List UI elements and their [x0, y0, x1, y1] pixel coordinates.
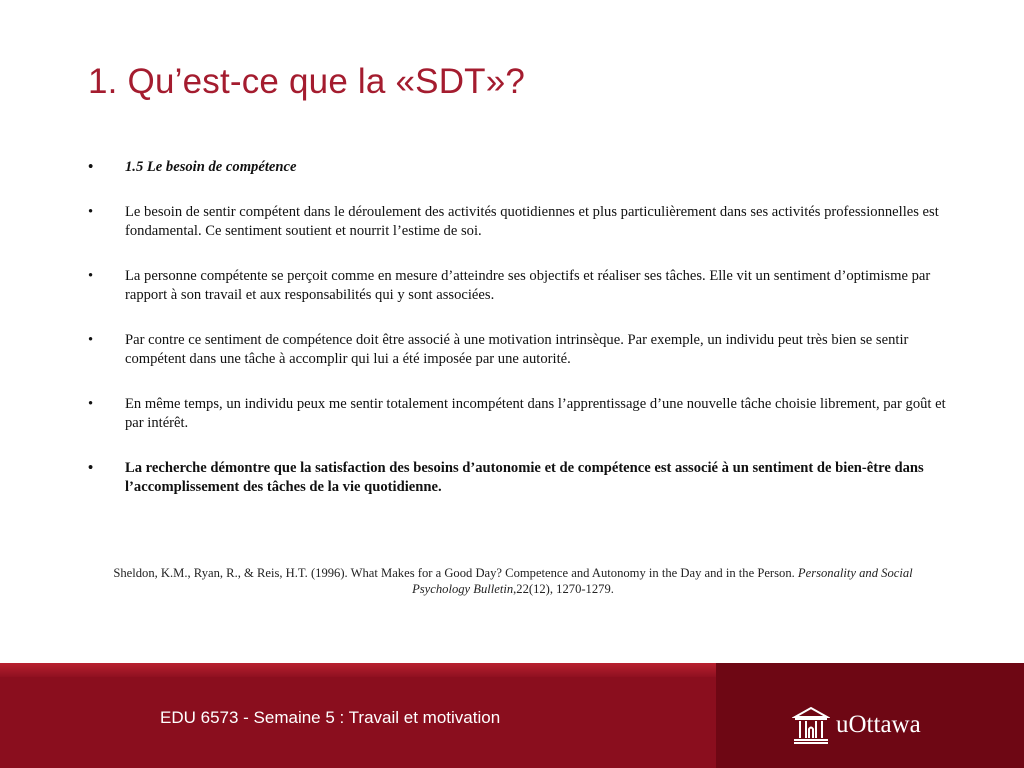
list-item-subheading: • 1.5 Le besoin de compétence [88, 158, 948, 177]
uottawa-logo [792, 703, 921, 747]
reference-authors: Sheldon, K.M., Ryan, R., & Reis, H.T. (1996). What Makes for a Good Day? Competence and Autonomy in the Day and in the Person. [113, 566, 798, 580]
university-building-icon [792, 705, 830, 745]
list-item: • Le besoin de sentir compétent dans le déroulement des activités quotidiennes et plus particulièrement dans ses activités professionnelles est fondamental. Ce sentiment soutient et nourrit l’estime de soi. [88, 203, 948, 241]
footer-bar [0, 663, 1024, 768]
reference-citation [90, 565, 936, 597]
logo-text: uOttawa [836, 711, 921, 738]
list-item: • La personne compétente se perçoit comme en mesure d’atteindre ses objectifs et réaliser ses tâches. Elle vit un sentiment d’optimisme par rapport à son travail et aux responsabilités qui y sont associées. [88, 267, 948, 305]
reference-details: ,22(12), 1270-1279. [513, 582, 614, 596]
list-item: • Par contre ce sentiment de compétence doit être associé à une motivation intrinsèque. Par exemple, un individu peut très bien se sentir compétent dans une tâche à accomplir qui lui a été imposée par une autorité. [88, 331, 948, 369]
list-item-conclusion: • La recherche démontre que la satisfaction des besoins d’autonomie et de compétence est associé à un sentiment de bien-être dans l’accomplissement des tâches de la vie quotidienne. [88, 459, 948, 497]
bullet-list [88, 158, 948, 497]
footer-course-title: EDU 6573 - Semaine 5 : Travail et motivation [160, 708, 501, 727]
slide-title: 1. Qu’est-ce que la «SDT»? [88, 62, 526, 101]
list-item: • En même temps, un individu peux me sentir totalement incompétent dans l’apprentissage d’une nouvelle tâche choisie librement, par goût et par intérêt. [88, 395, 948, 433]
reference-journal: Personality and Social Psychology Bulletin [412, 566, 913, 596]
